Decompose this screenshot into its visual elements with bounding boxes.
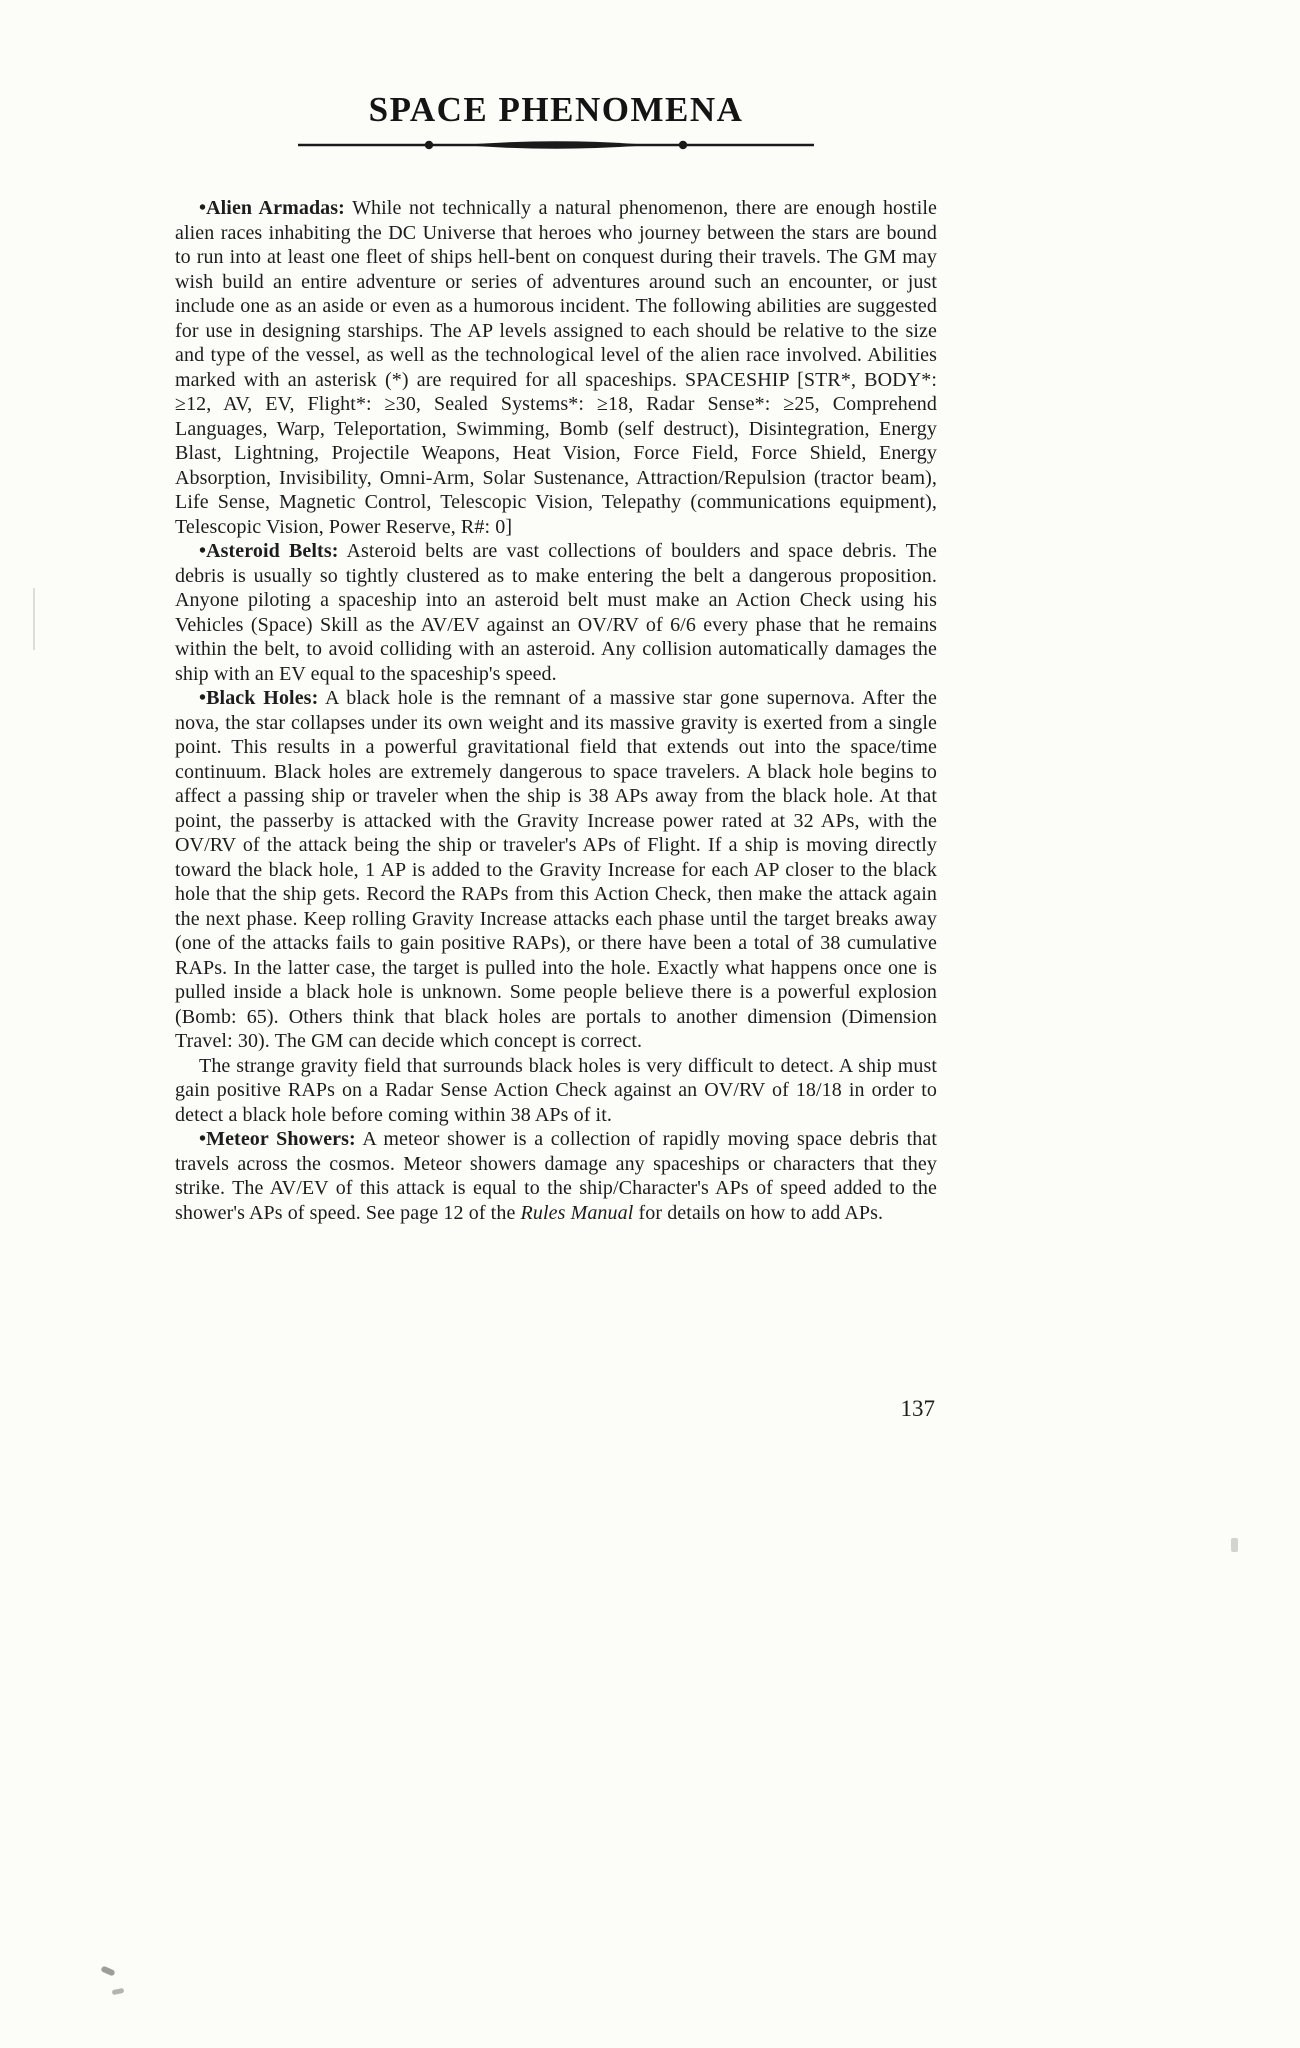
section-text-asteroid-belts: Asteroid belts are vast collections of boulders and space debris. The debris is usually so tightly clustered as to make entering the belt a dangerous proposition. Anyone piloting a spaceship into an asteroid belt must make an Action Check using his Vehicles (Space) Skill as the AV/EV against an OV/RV of 6/6 every phase that he remains within the belt, to avoid colliding with an asteroid. Any collision automatically damages the ship with an EV equal to the spaceship's speed. <box>175 540 937 685</box>
section-heading-meteor-showers: •Meteor Showers: <box>199 1128 356 1150</box>
section-text-meteor-showers: A meteor shower is a collection of rapidly moving space debris that travels across the cosmos. Meteor showers damage any spaceships or characters that they strike. The AV/EV of this attack is equal to the ship/Character's APs of speed added to the shower's APs of speed. See page 12 of the <box>175 1128 938 1224</box>
page-title: SPACE PHENOMENA <box>368 90 744 129</box>
scan-artifact-mark <box>1231 1538 1238 1552</box>
paragraph-alien-armadas <box>175 196 937 539</box>
section-heading-asteroid-belts: •Asteroid Belts: <box>199 540 339 562</box>
scan-artifact-smudge <box>100 1965 115 1976</box>
rules-manual-reference: Rules Manual <box>520 1201 634 1224</box>
scan-artifact-smudge <box>112 1988 125 1995</box>
page-header <box>175 90 937 153</box>
section-text-alien-armadas: While not technically a natural phenomenon, there are enough hostile alien races inhabiting the DC Universe that heroes who journey between the stars are bound to run into at least one fleet of ships hell-bent on conquest during their travels. The GM may wish build an entire adventure or series of adventures around such an encounter, or just include one as an aside or even as a humorous incident. The following abilities are suggested for use in designing starships. The AP levels assigned to each should be relative to the size and type of the vessel, as well as the technological level of the alien race involved. Abilities marked with an asterisk (*) are required for all spaceships. SPACESHIP [STR*, BODY*: ≥12, AV, EV, Flight*: ≥30, Sealed Systems*: ≥18, Radar Sense*: ≥25, Comprehend Languages, Warp, Teleportation, Swimming, Bomb (self destruct), Disintegration, Energy Blast, Lightning, Projectile Weapons, Heat Vision, Force Field, Force Shield, Energy Absorption, Invisibility, Omni-Arm, Solar Sustenance, Attraction/Repulsion (tractor beam), Life Sense, Magnetic Control, Telescopic Vision, Telepathy (communications equipment), Telescopic Vision, Power Reserve, R#: 0] <box>175 197 937 538</box>
title-divider-ornament <box>296 137 816 153</box>
paragraph-black-holes <box>175 686 937 1054</box>
paragraph-asteroid-belts <box>175 539 937 686</box>
page-body <box>175 196 937 1225</box>
scan-artifact-edge-line <box>33 588 35 650</box>
paragraph-meteor-showers <box>175 1127 937 1225</box>
section-text-black-holes: A black hole is the remnant of a massive star gone supernova. After the nova, the star collapses under its own weight and its massive gravity is exerted from a single point. This results in a powerful gravitational field that extends out into the space/time continuum. Black holes are extremely dangerous to space travelers. A black hole begins to affect a passing ship or traveler when the ship is 38 APs away from the black hole. At that point, the passerby is attacked with the Gravity Increase power rated at 32 APs, with the OV/RV of the attack being the ship or traveler's APs of Flight. If a ship is moving directly toward the black hole, 1 AP is added to the Gravity Increase for each AP closer to the black hole that the ship gets. Record the RAPs from this Action Check, then make the attack again the next phase. Keep rolling Gravity Increase attacks each phase until the target breaks away (one of the attacks fails to gain positive RAPs), or there have been a total of 38 cumulative RAPs. In the latter case, the target is pulled into the hole. Exactly what happens once one is pulled inside a black hole is unknown. Some people believe there is a powerful explosion (Bomb: 65). Others think that black holes are portals to another dimension (Dimension Travel: 30). The GM can decide which concept is correct. <box>175 687 937 1052</box>
paragraph-black-hole-detection <box>175 1054 937 1128</box>
page-number: 137 <box>900 1396 935 1421</box>
section-text-black-hole-detection: The strange gravity field that surrounds black holes is very difficult to detect. A ship must gain positive RAPs on a Radar Sense Action Check against an OV/RV of 18/18 in order to detect a black hole before coming within 38 APs of it. <box>175 1054 937 1126</box>
section-heading-alien-armadas: •Alien Armadas: <box>199 197 345 219</box>
section-text-meteor-showers-end: for details on how to add APs. <box>633 1201 884 1224</box>
section-heading-black-holes: •Black Holes: <box>199 687 319 709</box>
